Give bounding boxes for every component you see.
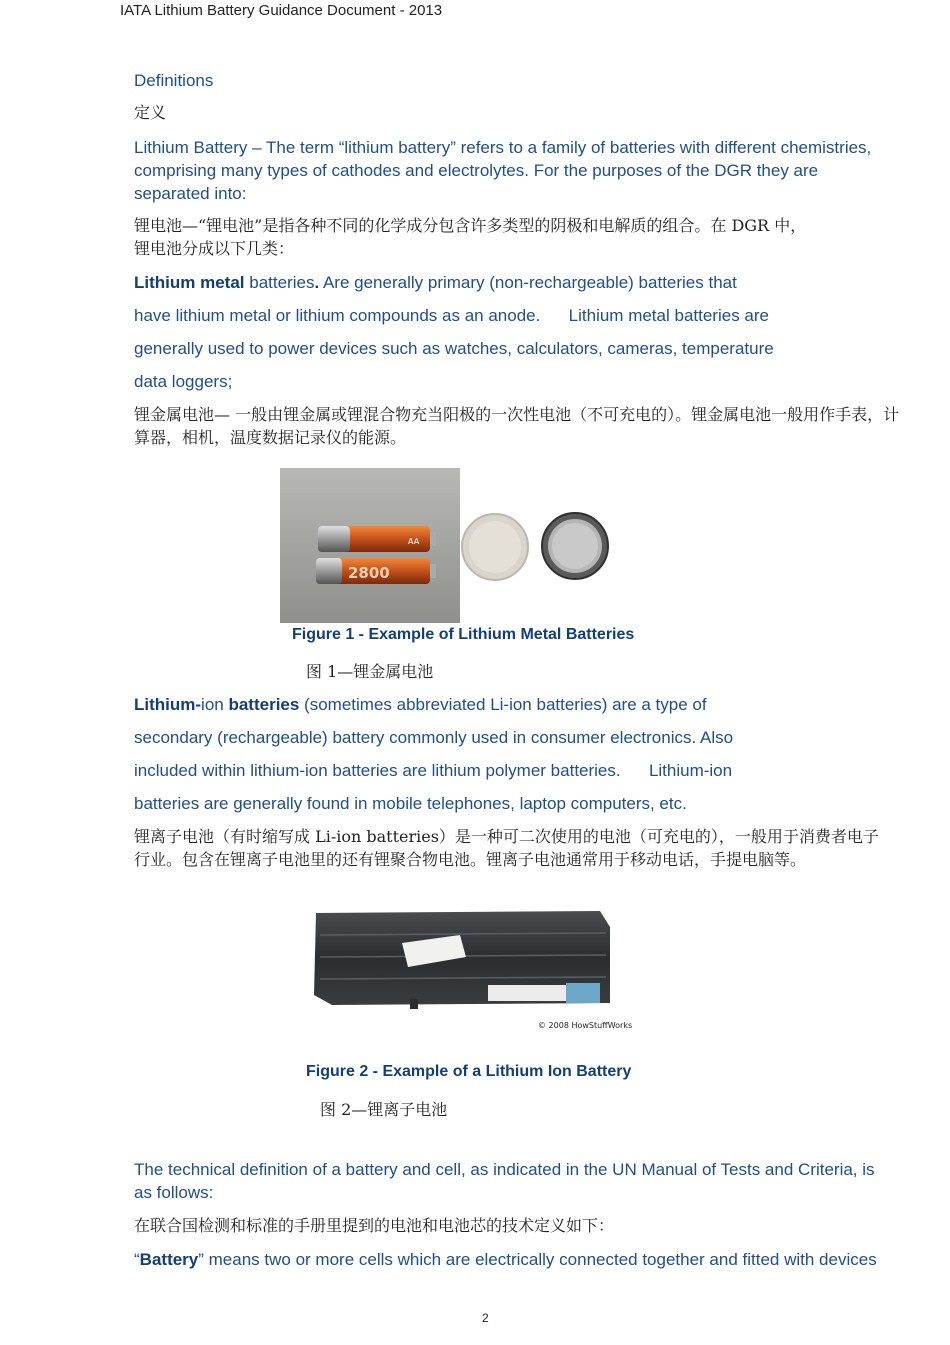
lithium-ion-text-line: included within lithium-ion batteries are lithium polymer batteries. Lithium-ion (134, 761, 733, 780)
lithium-battery-term: Lithium Battery (134, 138, 248, 157)
battery-definition-text: ” means two or more cells which are electrically connected together and fitted with devices (198, 1250, 877, 1269)
lithium-metal-text-line: generally used to power devices such as watches, calculators, cameras, temperature (134, 339, 774, 358)
definitions-heading-cn: 定义 (134, 103, 167, 122)
lithium-metal-period: . (314, 273, 320, 292)
lithium-battery-text-line: separated into: (134, 184, 247, 203)
lithium-metal-term: Lithium metal (134, 273, 245, 292)
aa-batteries-photo (280, 468, 460, 623)
lithium-battery-definition (134, 136, 914, 205)
lithium-ion-term-suffix: batteries (223, 695, 300, 714)
battery-term: Battery (139, 1250, 199, 1269)
lithium-ion-term-prefix: Lithium- (134, 695, 202, 714)
document-header: IATA Lithium Battery Guidance Document - 2013 (120, 2, 443, 19)
page-number: 2 (482, 1311, 489, 1325)
lithium-metal-term-suffix: batteries (244, 273, 315, 292)
cn-text-line: 锂电池分成以下几类： (134, 239, 295, 258)
lithium-ion-term-middle: ion (201, 695, 224, 714)
figure-2-image (310, 905, 633, 1035)
figure-1-image (280, 468, 460, 623)
battery-barcode-label (488, 985, 566, 1001)
aa-capacity-label: 2800 (348, 564, 390, 582)
technical-definition-intro-cn: 在联合国检测和标准的手册里提到的电池和电池芯的技术定义如下： (134, 1216, 615, 1235)
lithium-ion-text-line: secondary (rechargeable) battery commonly used in consumer electronics. Also (134, 728, 734, 747)
battery-blue-label (566, 983, 600, 1003)
lithium-metal-text-line: Are generally primary (non-rechargeable) batteries that (319, 273, 737, 292)
definitions-heading: Definitions (134, 71, 214, 90)
aa-cell-top (318, 526, 436, 552)
lithium-metal-text-line: have lithium metal or lithium compounds as an anode. Lithium metal batteries are (134, 306, 769, 325)
lithium-metal-paragraph-cn (134, 403, 924, 449)
aa-size-label: AA (408, 537, 420, 546)
aa-cell-bottom (316, 558, 436, 584)
coin-cell-back (540, 511, 610, 581)
cn-text-line: 行业。包含在锂离子电池里的还有锂聚合物电池。锂离子电池通常用于移动电话，手提电脑等。 (134, 850, 807, 869)
lithium-metal-text-line: data loggers; (134, 372, 233, 391)
lithium-ion-paragraph-cn (134, 825, 924, 871)
lithium-battery-definition-cn (134, 214, 914, 260)
cn-text-line: 算器，相机，温度数据记录仪的能源。 (134, 428, 407, 447)
lithium-ion-text-line: (sometimes abbreviated Li-ion batteries) are a type of (299, 695, 707, 714)
technical-definition-text-line: as follows: (134, 1183, 214, 1202)
technical-definition-text-line: The technical definition of a battery and cell, as indicated in the UN Manual of Tests and Criteria, is (134, 1160, 875, 1179)
lithium-battery-text-line: – The term “lithium battery” refers to a family of batteries with different chemistries, (247, 138, 872, 157)
lithium-battery-text-line: comprising many types of cathodes and electrolytes. For the purposes of the DGR they are (134, 161, 819, 180)
battery-definition (134, 1248, 934, 1271)
figure-1-caption: Figure 1 - Example of Lithium Metal Batteries (292, 626, 635, 643)
cn-text-line: 锂电池—“锂电池”是指各种不同的化学成分包含许多类型的阴极和电解质的组合。在 DGR 中， (134, 216, 807, 235)
battery-open-quote: “ (134, 1250, 140, 1269)
cn-text-line: 锂离子电池（有时缩写成 Li-ion batteries）是一种可二次使用的电池（可充电的），一般用于消费者电子 (134, 827, 879, 846)
cn-text-line: 锂金属电池— 一般由锂金属或锂混合物充当阳极的一次性电池（不可充电的）。锂金属电池一般用作手表，计 (134, 405, 900, 424)
coin-cell-front (460, 512, 530, 582)
laptop-battery-photo (310, 905, 633, 1035)
lithium-ion-paragraph (134, 693, 914, 825)
figure-2-caption-cn: 图 2—锂离子电池 (320, 1100, 448, 1119)
coin-cell-front-icon (460, 512, 530, 582)
lithium-ion-text-line: batteries are generally found in mobile telephones, laptop computers, etc. (134, 794, 687, 813)
lithium-metal-paragraph (134, 271, 914, 403)
figure-2-caption: Figure 2 - Example of a Lithium Ion Battery (306, 1063, 632, 1080)
figure-1-caption-cn: 图 1—锂金属电池 (306, 662, 434, 681)
technical-definition-intro (134, 1158, 924, 1204)
figure-2-credit: © 2008 HowStuffWorks (538, 1021, 633, 1030)
coin-cell-back-icon (540, 511, 610, 581)
